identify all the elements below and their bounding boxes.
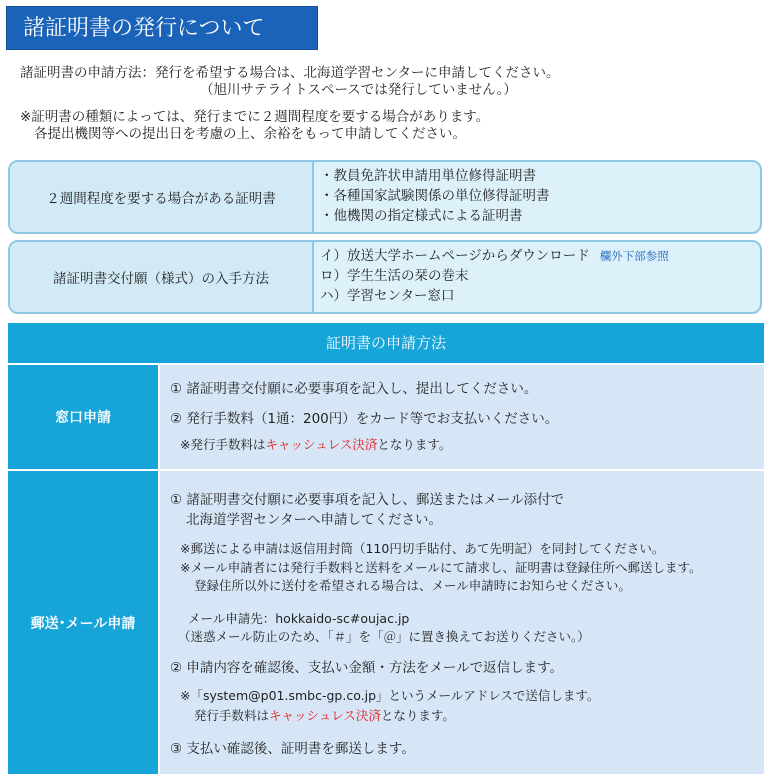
mail-step-2: ② 申請内容を確認後、支払い金額・方法をメールで返信します。	[170, 660, 564, 676]
window-note	[180, 435, 451, 453]
cashless-text: キャッシュレス決済	[265, 437, 378, 452]
note-text: となります。	[380, 708, 455, 723]
form-source-box	[8, 240, 762, 314]
form-source-list	[320, 246, 754, 306]
list-item: ・各種国家試験関係の単位修得証明書	[320, 188, 550, 204]
mail-step-3: ③ 支払い確認後、証明書を郵送します。	[170, 741, 415, 757]
mail-note-2a: ※メール申請者には発行手数料と送料をメールにて請求し、証明書は登録住所へ郵送します。	[180, 560, 702, 575]
intro-line-1: 諸証明書の申請方法：発行を希望する場合は、北海道学習センターに申請してください。	[20, 65, 560, 81]
mail-step-1b: 北海道学習センターへ申請してください。	[186, 512, 442, 528]
note-text: 発行手数料は	[194, 708, 270, 723]
mail-address-note: （迷惑メール防止のため、「＃」を「＠」に置き換えてお送りください。）	[178, 629, 590, 644]
window-step-2: ② 発行手数料（1通：200円）をカード等でお支払いください。	[170, 411, 559, 427]
window-step-1: ① 諸証明書交付願に必要事項を記入し、提出してください。	[170, 381, 538, 397]
mail-note-1: ※郵送による申請は返信用封筒（110円切手貼付、あて先明記）を同封してください。	[180, 541, 665, 556]
mail-row	[8, 471, 764, 774]
window-content	[160, 365, 764, 469]
mail-note-3: ※「system@p01.smbc-gp.co.jp」というメールアドレスで送信します。	[180, 688, 600, 703]
mail-step-1a: ① 諸証明書交付願に必要事項を記入し、郵送またはメール添付で	[170, 492, 565, 508]
duration-label: ２週間程度を要する場合がある証明書	[10, 162, 314, 232]
intro-line-4: 各提出機関等への提出日を考慮の上、余裕をもって申請してください。	[34, 126, 466, 142]
footnote-link[interactable]: 欄外下部参照	[599, 249, 669, 263]
mail-note-4	[194, 706, 455, 724]
list-item: ハ）学習センター窓口	[320, 288, 455, 304]
cashless-text: キャッシュレス決済	[269, 708, 381, 723]
window-row	[8, 365, 764, 469]
intro-line-2: （旭川サテライトスペースでは発行していません。）	[200, 82, 517, 98]
mail-content	[160, 471, 764, 774]
page-title: 諸証明書の発行について	[6, 6, 318, 50]
list-item: ロ）学生生活の栞の巻末	[320, 268, 469, 284]
mail-note-2b: 登録住所以外に送付を希望される場合は、メール申請時にお知らせください。	[194, 578, 631, 593]
list-item: ・教員免許状申請用単位修得証明書	[320, 168, 536, 184]
list-item-text: イ）放送大学ホームページからダウンロード	[320, 248, 590, 264]
duration-box	[8, 160, 762, 234]
list-item: ・他機関の指定様式による証明書	[320, 208, 523, 224]
form-source-label: 諸証明書交付願（様式）の入手方法	[10, 242, 314, 312]
mail-label: 郵送･メール申請	[8, 471, 158, 774]
note-text: ※発行手数料は	[180, 437, 266, 452]
window-label: 窓口申請	[8, 365, 158, 469]
method-header: 証明書の申請方法	[8, 323, 764, 363]
mail-address: メール申請先：hokkaido-sc#oujac.jp	[188, 611, 410, 626]
note-text: となります。	[377, 437, 452, 452]
list-item	[320, 246, 754, 266]
duration-list	[320, 166, 754, 226]
intro-line-3: ※証明書の種類によっては、発行までに２週間程度を要する場合があります。	[20, 109, 490, 125]
